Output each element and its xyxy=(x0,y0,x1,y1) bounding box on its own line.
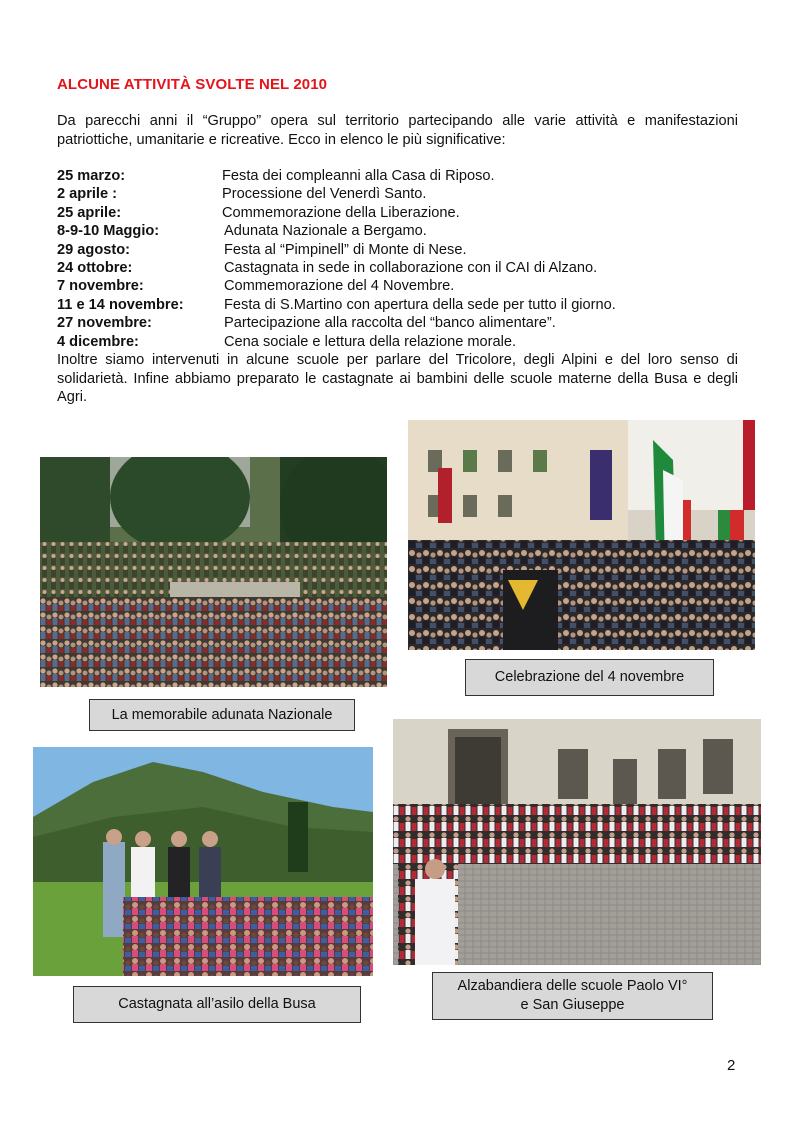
event-description: Processione del Venerdì Santo. xyxy=(222,186,427,203)
alzabandiera-photo-image xyxy=(393,719,761,965)
event-description: Commemorazione del 4 Novembre. xyxy=(224,278,455,295)
event-description: Commemorazione della Liberazione. xyxy=(222,204,460,221)
event-date: 24 ottobre: xyxy=(57,259,133,276)
intro-paragraph: Da parecchi anni il “Gruppo” opera sul territorio partecipando alle varie attività e manifestazioni patriottiche, umanitarie e ricreative. Ecco in elenco le più significative: xyxy=(57,113,738,148)
alzabandiera-photo xyxy=(393,719,761,965)
event-date: 27 novembre: xyxy=(57,315,152,332)
caption-castagnata: Castagnata all’asilo della Busa xyxy=(73,986,361,1023)
castagnata-photo xyxy=(33,747,373,976)
event-row xyxy=(57,277,747,295)
events-list xyxy=(57,167,747,351)
event-row xyxy=(57,314,747,332)
event-date: 4 dicembre: xyxy=(57,333,139,350)
event-row xyxy=(57,204,747,222)
event-row xyxy=(57,222,747,240)
event-row xyxy=(57,259,747,277)
event-description: Festa al “Pimpinell” di Monte di Nese. xyxy=(224,241,467,258)
event-description: Adunata Nazionale a Bergamo. xyxy=(224,223,427,240)
adunata-photo-image xyxy=(40,457,387,687)
page-number: 2 xyxy=(727,1057,736,1074)
event-description: Cena sociale e lettura della relazione morale. xyxy=(224,333,517,350)
caption-novembre: Celebrazione del 4 novembre xyxy=(465,659,714,696)
event-description: Festa di S.Martino con apertura della sede per tutto il giorno. xyxy=(224,296,616,313)
event-date: 25 aprile: xyxy=(57,204,122,221)
castagnata-photo-image xyxy=(33,747,373,976)
caption-alzabandiera-line2: e San Giuseppe xyxy=(520,997,625,1013)
event-date: 8-9-10 Maggio: xyxy=(57,223,160,240)
caption-alzabandiera-line1: Alzabandiera delle scuole Paolo VI° xyxy=(457,978,688,994)
event-description: Partecipazione alla raccolta del “banco alimentare”. xyxy=(224,315,556,332)
caption-alzabandiera xyxy=(432,972,713,1020)
event-row xyxy=(57,333,747,351)
event-description: Festa dei compleanni alla Casa di Riposo. xyxy=(222,168,495,184)
event-date: 11 e 14 novembre: xyxy=(57,296,184,313)
novembre-photo-image xyxy=(408,420,755,650)
event-row xyxy=(57,296,747,314)
novembre-photo xyxy=(408,420,755,650)
event-date: 2 aprile : xyxy=(57,186,118,203)
event-description: Castagnata in sede in collaborazione con il CAI di Alzano. xyxy=(224,259,598,276)
caption-adunata: La memorabile adunata Nazionale xyxy=(89,699,355,731)
event-date: 25 marzo: xyxy=(57,168,126,184)
adunata-photo xyxy=(40,457,387,687)
outro-paragraph: Inoltre siamo intervenuti in alcune scuole per parlare del Tricolore, degli Alpini e del loro senso di solidarietà. Infine abbiamo preparato le castagnate ai bambini delle scuole materne della Busa e degli Agri. xyxy=(57,352,738,405)
event-row xyxy=(57,241,747,259)
event-date: 29 agosto: xyxy=(57,241,130,258)
event-date: 7 novembre: xyxy=(57,278,144,295)
event-row xyxy=(57,185,747,203)
event-row xyxy=(57,167,747,185)
page-title: ALCUNE ATTIVITÀ SVOLTE NEL 2010 xyxy=(57,76,328,93)
